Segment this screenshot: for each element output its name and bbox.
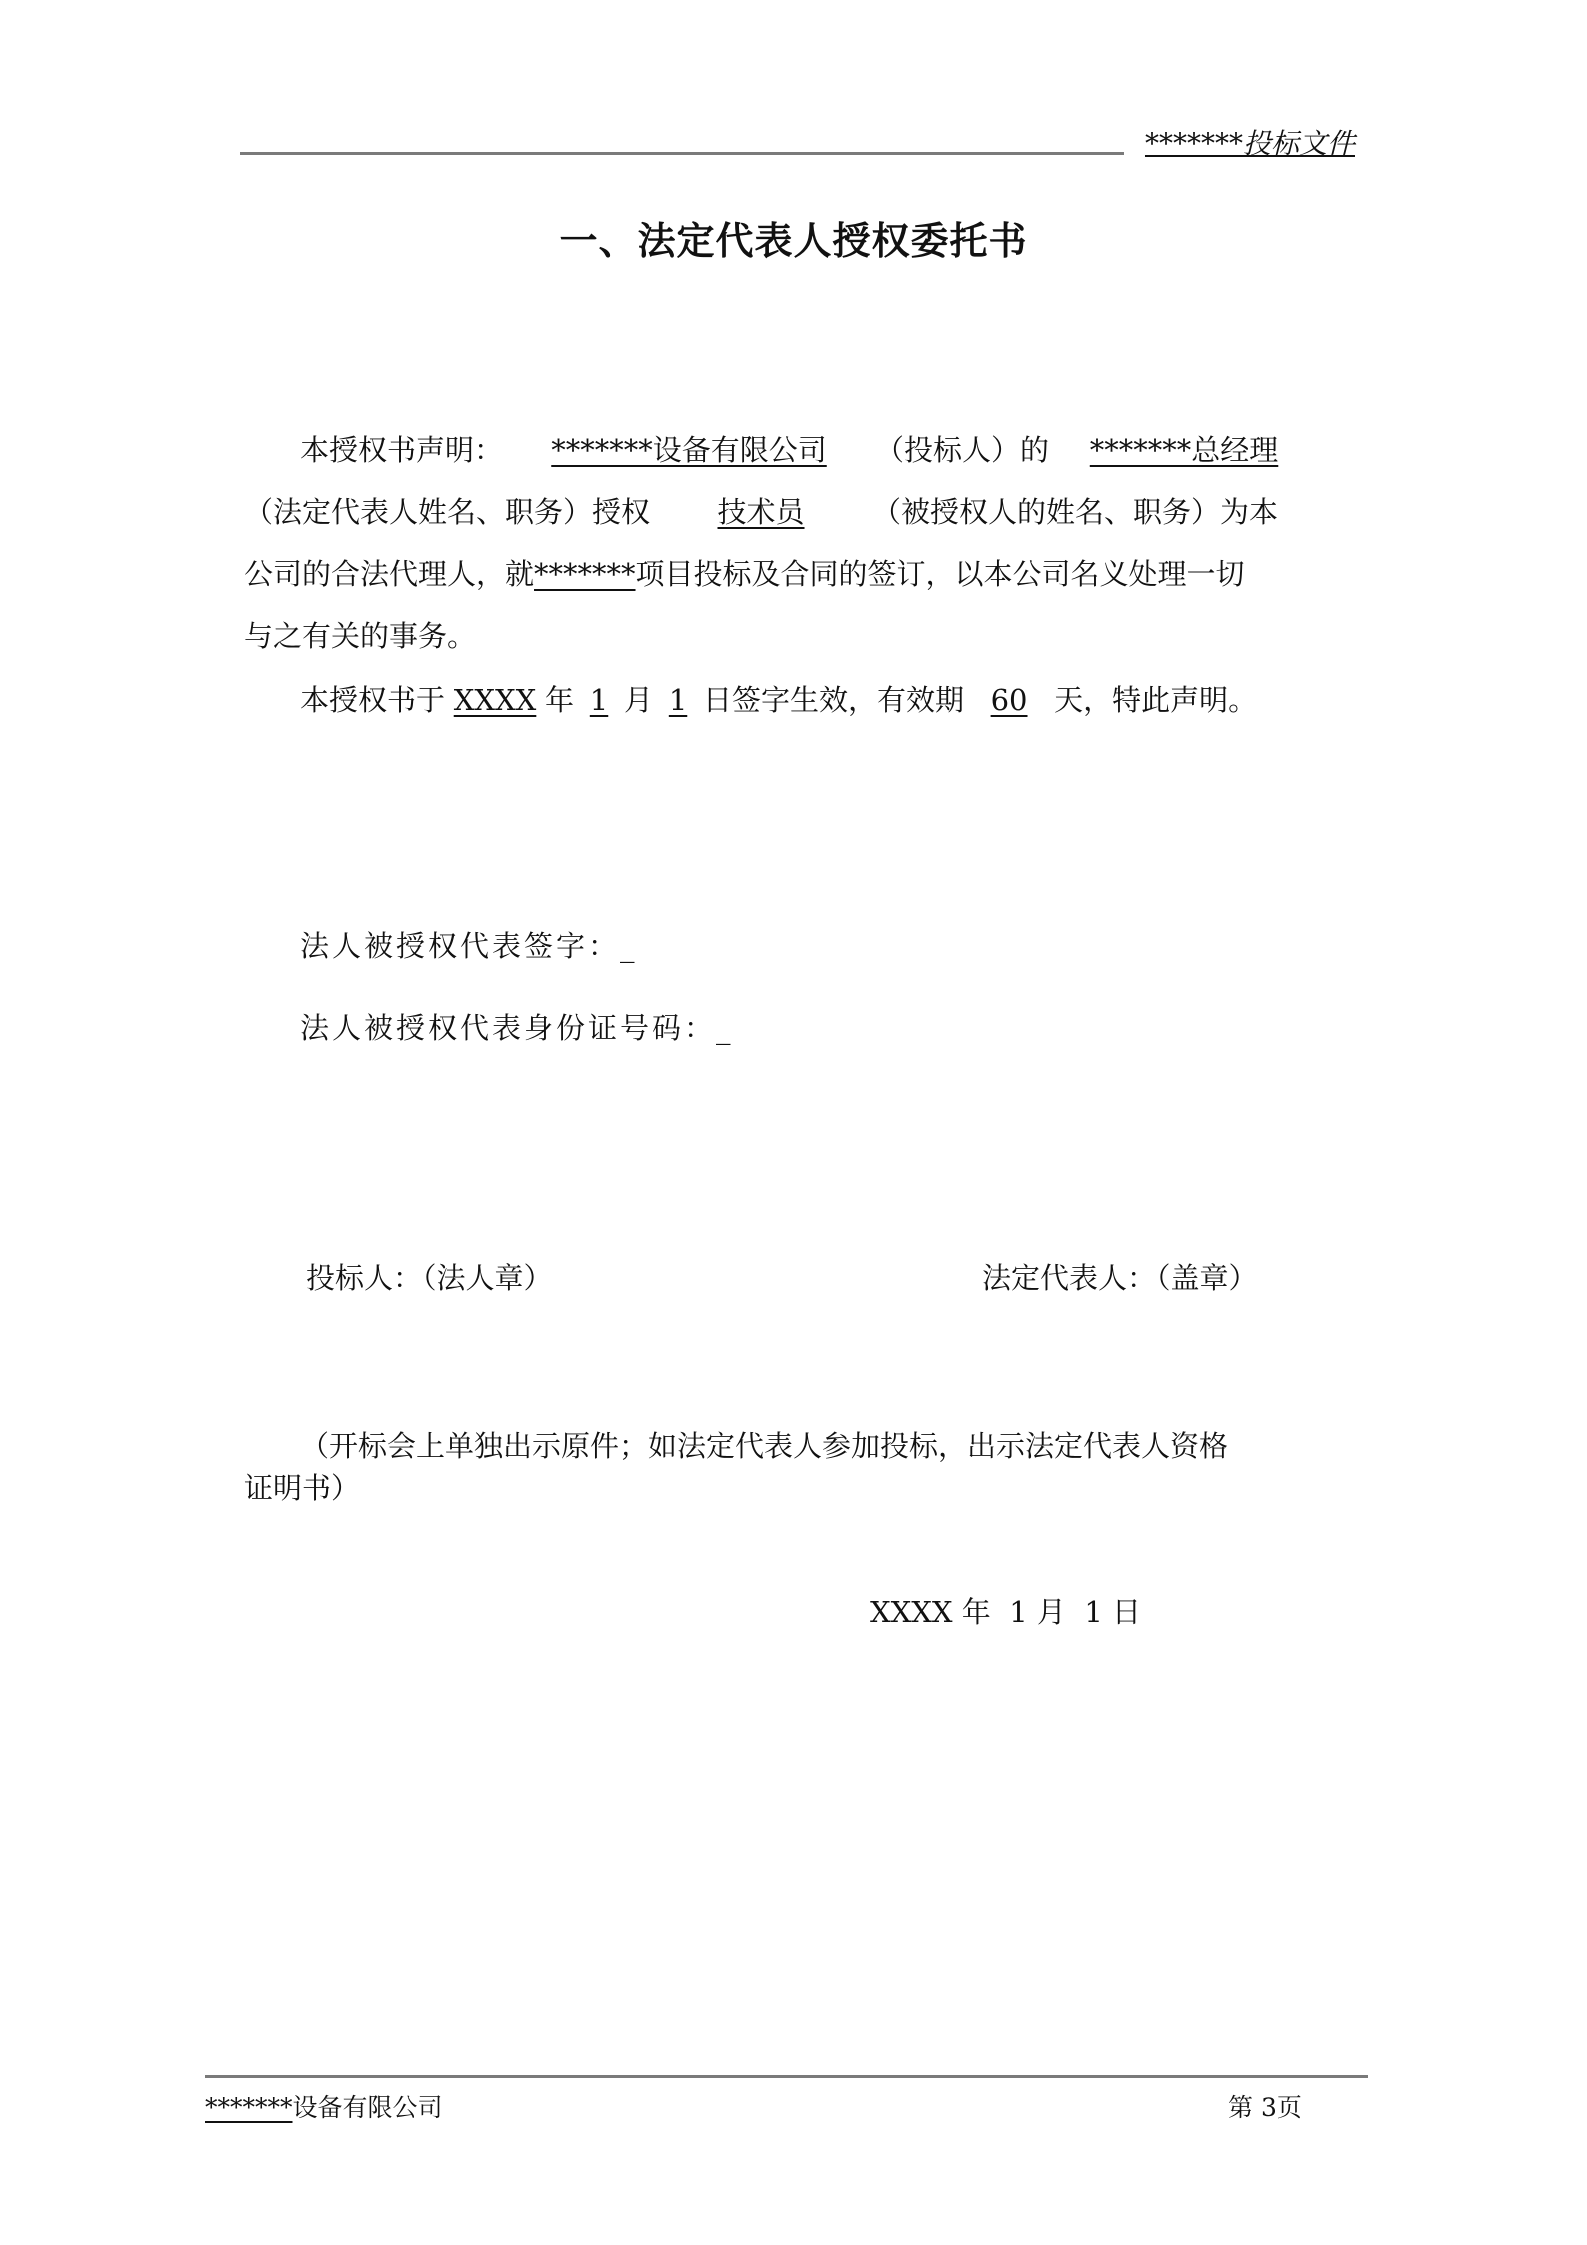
agent-blank: 技术员	[717, 495, 805, 529]
page-title: 一、法定代表人授权委托书	[559, 218, 1028, 263]
note-line-2: 证明书）	[244, 1471, 361, 1505]
footer-rule	[205, 2075, 1368, 2078]
day-blank: 1	[668, 683, 688, 717]
statement-line-2	[244, 490, 1278, 531]
statement-line2-b: （被授权人的姓名、职务）为本	[872, 495, 1279, 529]
header-rule	[240, 152, 1124, 155]
footer-company-name: 设备有限公司	[292, 2093, 443, 2122]
statement-line2-a: （法定代表人姓名、职务）授权	[244, 495, 651, 529]
month-label: 月	[624, 683, 654, 717]
statement-line-1	[300, 428, 1319, 469]
footer-company	[205, 2088, 443, 2124]
year-label: 年	[545, 683, 575, 717]
agent-signature-label: 法人被授权代表签字：_	[300, 929, 638, 963]
statement-line3-b: 项目投标及合同的签订，以本公司名义处理一切	[635, 557, 1245, 591]
day-label: 日签字生效，有效期	[703, 683, 965, 717]
statement-mid: （投标人）的	[875, 433, 1050, 467]
bidder-seal-label: 投标人：（法人章）	[306, 1261, 553, 1295]
legal-rep-seal-label: 法定代表人：（盖章）	[982, 1261, 1258, 1295]
year-blank: XXXX	[453, 683, 537, 717]
effective-line	[300, 678, 1257, 719]
statement-line-4: 与之有关的事务。	[244, 619, 477, 653]
effective-prefix: 本授权书于	[300, 683, 446, 717]
note-line-1: （开标会上单独出示原件；如法定代表人参加投标，出示法定代表人资格	[300, 1429, 1229, 1463]
agent-id-label: 法人被授权代表身份证号码：_	[300, 1011, 734, 1045]
effective-suffix: 天，特此声明。	[1054, 683, 1258, 717]
page-number: 第 3页	[1228, 2093, 1302, 2122]
days-blank: 60	[990, 683, 1028, 717]
footer-company-stars: *******	[205, 2093, 293, 2122]
legal-rep-blank: *******总经理	[1089, 433, 1279, 467]
month-blank: 1	[589, 683, 609, 717]
statement-line-3	[244, 552, 1245, 593]
project-blank: *******	[534, 557, 636, 591]
document-date: XXXX 年 1 月 1 日	[870, 1595, 1142, 1629]
statement-prefix: 本授权书声明：	[300, 433, 504, 467]
header-text: *******投标文件	[1144, 127, 1355, 160]
company-blank: *******设备有限公司	[551, 433, 827, 467]
statement-line3-a: 公司的合法代理人，就	[244, 557, 535, 591]
